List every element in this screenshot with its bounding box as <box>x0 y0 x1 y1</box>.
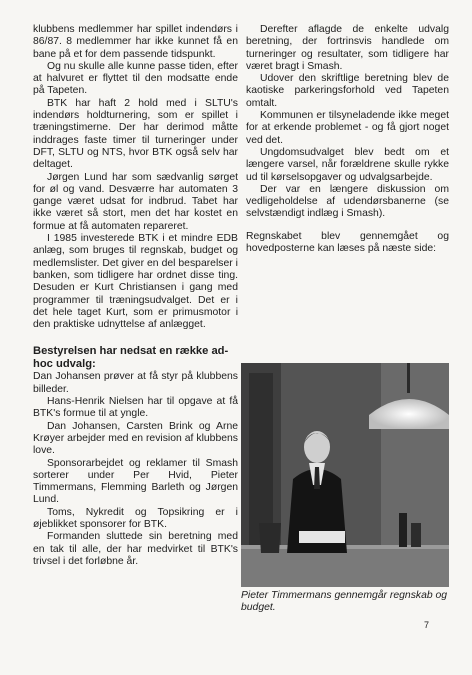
paragraph: Der var en længere diskussion om vedligeholdelse af udendørsbanerne (se selvstændigt indlæg i Smash). <box>246 183 449 220</box>
paragraph: Ungdomsudvalget blev bedt om et længere varsel, når forældrene skulle rykke ud til kørselsopgaver og udvalgsarbejde. <box>246 146 449 183</box>
paragraph: Udover den skriftlige beretning blev de kaotiske parkeringsforhold ved Tapeten omtalt. <box>246 73 449 109</box>
left-column <box>33 24 238 568</box>
paragraph: Toms, Nykredit og Topsikring er i øjeblikket sponsorer for BTK. <box>33 506 238 530</box>
photo-illustration <box>241 363 449 587</box>
paragraph: Derefter aflagde de enkelte udvalg beretning, der fortrinsvis handlede om turneringer og resultater, som tidligere har været bragt i Smash. <box>246 24 449 72</box>
photo-pieter-timmermans <box>241 363 449 587</box>
paragraph: Og nu skulle alle kunne passe tiden, efter at halvuret er flyttet til den modsatte ende på Tapeten. <box>33 60 238 97</box>
paragraph: Dan Johansen, Carsten Brink og Arne Krøyer arbejder med en revision af klubbens love. <box>33 420 238 457</box>
paragraph: Dan Johansen prøver at få styr på klubbens billeder. <box>33 371 238 395</box>
paragraph: BTK har haft 2 hold med i SLTU's indendørs holdturnering, som er spillet i træningstimerne. Der har derimod måtte inddrages faste timer til turneringer under DFT, SLTU og NTS, hvor BTK også selv har deltaget. <box>33 97 238 171</box>
paragraph: Jørgen Lund har som sædvanlig sørget for øl og vand. Desværre har automaten 3 gange været udsat for indbrud. Tabet har ikke været så stort, men det har kostet en formue at få automaten repareret. <box>33 171 238 232</box>
right-column <box>246 24 449 255</box>
paragraph: I 1985 investerede BTK i et mindre EDB anlæg, som bruges til regnskab, budget og medlemslister. Det giver en del besparelser i banken, som tidligere har ordnet disse ting. Desuden er Kurt Christiansen i gang med programmer til træningsudvalget. Det er i det hele taget Kurt, som er primusmotor i den praktiske udnyttelse af anlægget. <box>33 233 238 331</box>
bottle-right <box>399 513 407 547</box>
papers <box>299 531 345 543</box>
section-heading: Bestyrelsen har nedsat en række ad-hoc udvalg: <box>33 345 229 371</box>
lamp-cord <box>407 363 410 393</box>
paragraph: Formanden sluttede sin beretning med en tak til alle, der har medvirket til BTK's trivsel i det forløbne år. <box>33 531 238 567</box>
photo-caption: Pieter Timmermans gennemgår regnskab og budget. <box>241 590 448 614</box>
tie <box>314 467 320 489</box>
paragraph: Sponsorarbejdet og reklamer til Smash sorterer under Per Hvid, Pieter Timmermans, Flemming Barleth og Jørgen Lund. <box>33 457 238 506</box>
paragraph: klubbens medlemmer har spillet indendørs i 86/87. 8 medlemmer har ikke kunnet få en bane på et for dem passende tidspunkt. <box>33 24 238 60</box>
paragraph: Regnskabet blev gennemgået og hovedposterne kan læses på næste side: <box>246 230 449 255</box>
paragraph: Hans-Henrik Nielsen har til opgave at få BTK's formue til at yngle. <box>33 396 238 420</box>
glass-right <box>411 523 421 547</box>
bottle-left <box>259 523 281 553</box>
person-head <box>304 431 330 463</box>
paragraph: Kommunen er tilsyneladende ikke meget for at erkende problemet - og få gjort noget ved det. <box>246 110 449 146</box>
page-number: 7 <box>424 620 430 630</box>
